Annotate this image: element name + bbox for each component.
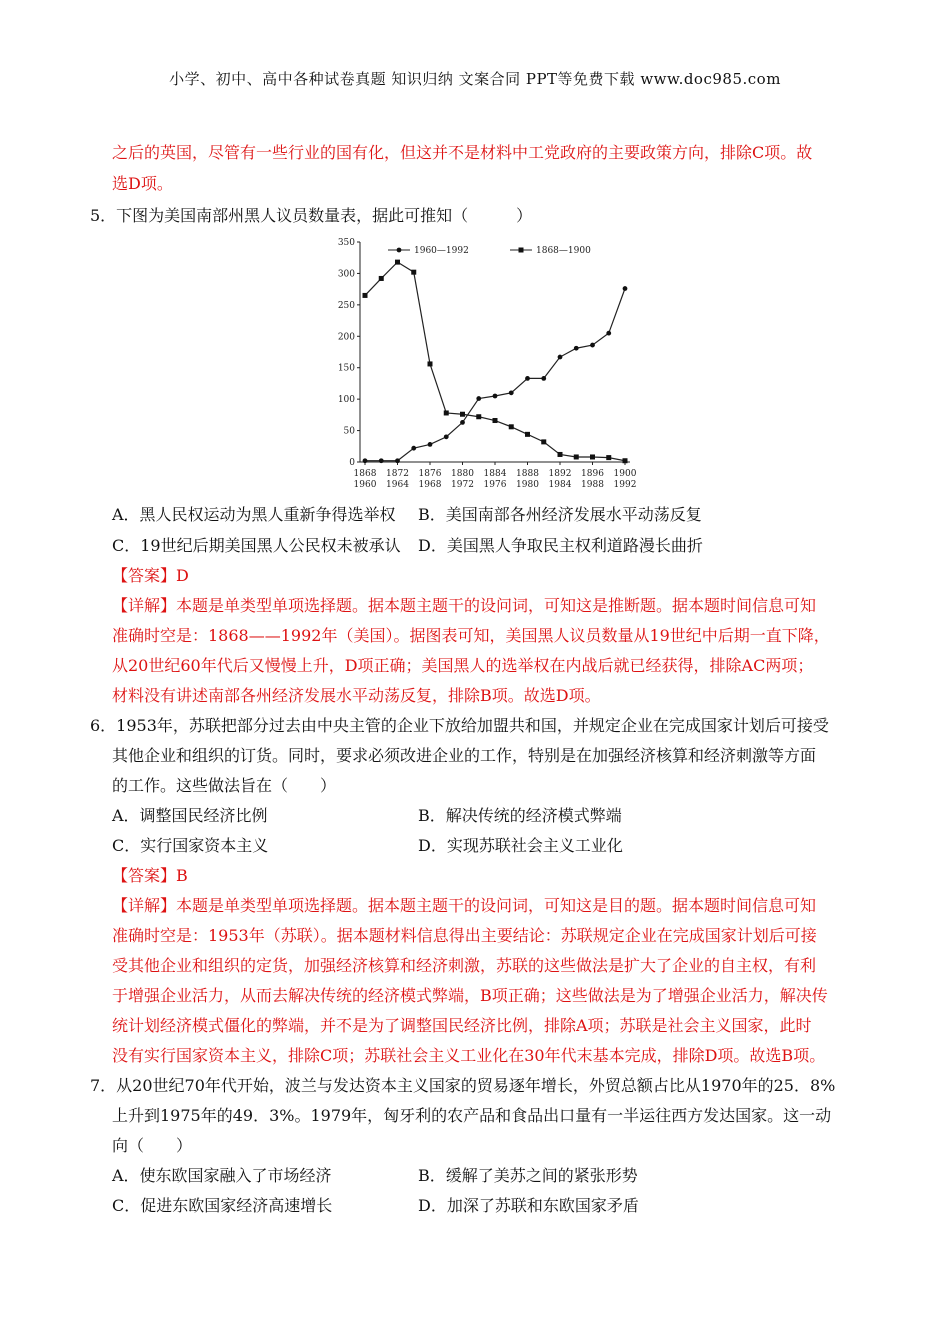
q6-detail-line: 【详解】本题是单类型单项选择题。据本题主题干的设问词，可知这是目的题。据本题时间信息可知	[112, 896, 817, 915]
data-point	[558, 452, 563, 457]
q7-stem-line: 向（ ）	[112, 1136, 193, 1155]
x-tick-label-bottom: 1972	[451, 480, 474, 490]
y-tick-label: 150	[337, 363, 355, 374]
data-point	[460, 420, 465, 425]
series-line-1	[365, 289, 625, 461]
x-tick-label-top: 1876	[418, 469, 442, 479]
chart-axes	[338, 238, 637, 490]
x-tick-label-bottom: 1980	[516, 480, 539, 490]
x-tick-label-bottom: 1964	[386, 480, 409, 490]
q6-answer: 【答案】B	[112, 866, 188, 885]
x-tick-label-bottom: 1988	[581, 480, 604, 490]
data-point	[525, 432, 530, 437]
data-point	[411, 270, 416, 275]
x-tick-label-top: 1872	[386, 469, 409, 479]
data-point	[379, 458, 384, 463]
x-tick-label-top: 1896	[581, 469, 604, 479]
data-point	[395, 260, 400, 265]
series-line-2	[365, 262, 625, 461]
data-point	[525, 376, 530, 381]
q7-option-d: D．加深了苏联和东欧国家矛盾	[418, 1196, 639, 1215]
data-point	[379, 276, 384, 281]
x-tick-label-top: 1888	[516, 469, 539, 479]
data-point	[411, 446, 416, 451]
data-point	[558, 355, 563, 360]
q6-detail-line: 于增强企业活力，从而去解决传统的经济模式弊端，B项正确；这些做法是为了增强企业活力，解决传	[112, 986, 828, 1005]
q5-answer: 【答案】D	[112, 566, 189, 585]
q5-detail-line: 从20世纪60年代后又慢慢上升，D项正确；美国黑人的选举权在内战后就已经获得，排除AC两项；	[112, 656, 814, 675]
q6-stem-line: 其他企业和组织的订货。同时，要求必须改进企业的工作，特别是在加强经济核算和经济刺激等方面	[112, 746, 817, 765]
q6-option-a: A．调整国民经济比例	[112, 806, 268, 825]
data-point	[363, 458, 368, 463]
x-tick-label-bottom: 1960	[353, 480, 377, 490]
q6-option-b: B．解决传统的经济模式弊端	[418, 806, 622, 825]
x-tick-label-bottom: 1976	[483, 480, 507, 490]
chart-legend	[388, 246, 591, 256]
q7-stem-line: 上升到1975年的49．3%。1979年，匈牙利的农产品和食品出口量有一半运往西方发达国家。这一动	[112, 1106, 832, 1125]
legend-label: 1960—1992	[414, 246, 469, 256]
data-point	[541, 439, 546, 444]
q4-detail-line-2: 选D项。	[112, 174, 173, 193]
page-header: 小学、初中、高中各种试卷真题 知识归纳 文案合同 PPT等免费下载 www.doc985.com	[169, 70, 781, 88]
q7-option-c: C．促进东欧国家经济高速增长	[112, 1196, 333, 1215]
x-tick-label-top: 1900	[613, 469, 637, 479]
line-chart	[330, 232, 650, 494]
data-point	[428, 442, 433, 447]
x-tick-label-top: 1892	[548, 469, 572, 479]
data-point	[541, 376, 546, 381]
data-point	[623, 458, 628, 463]
q5-option-a: A．黑人民权运动为黑人重新争得选举权	[112, 505, 396, 524]
data-point	[606, 455, 611, 460]
y-tick-label: 50	[343, 426, 355, 437]
q5-option-d: D．美国黑人争取民主权利道路漫长曲折	[418, 536, 703, 555]
data-point	[476, 396, 481, 401]
data-point	[363, 293, 368, 298]
q7-option-a: A．使东欧国家融入了市场经济	[112, 1166, 332, 1185]
legend-label: 1868—1900	[536, 246, 591, 256]
q6-option-d: D．实现苏联社会主义工业化	[418, 836, 623, 855]
data-point	[395, 458, 400, 463]
y-tick-label: 300	[337, 269, 355, 280]
x-tick-label-top: 1868	[353, 469, 377, 479]
data-point	[574, 454, 579, 459]
data-point	[623, 286, 628, 291]
data-point	[460, 412, 465, 417]
data-point	[444, 410, 449, 415]
q5-stem: 5．下图为美国南部州黑人议员数量表，据此可推知（ ）	[90, 206, 533, 225]
q7-option-b: B．缓解了美苏之间的紧张形势	[418, 1166, 638, 1185]
y-tick-label: 0	[349, 458, 355, 468]
y-tick-label: 100	[337, 395, 355, 406]
q5-detail-line: 准确时空是：1868——1992年（美国）。据图表可知，美国黑人议员数量从19世纪中后期一直下降，	[112, 626, 830, 645]
data-point	[493, 418, 498, 423]
data-point	[493, 394, 498, 399]
q5-option-c: C．19世纪后期美国黑人公民权未被承认	[112, 536, 401, 555]
y-tick-label: 350	[337, 238, 355, 248]
q6-detail-line: 没有实行国家资本主义，排除C项；苏联社会主义工业化在30年代末基本完成，排除D项。故选B项。	[112, 1046, 826, 1065]
q5-option-b: B．美国南部各州经济发展水平动荡反复	[418, 505, 702, 524]
data-point	[606, 331, 611, 336]
x-tick-label-bottom: 1984	[548, 480, 572, 490]
data-point	[444, 434, 449, 439]
data-point	[476, 414, 481, 419]
legend-marker-circle	[397, 248, 402, 253]
x-tick-label-bottom: 1992	[613, 480, 637, 490]
q6-detail-line: 统计划经济模式僵化的弊端，并不是为了调整国民经济比例，排除A项；苏联是社会主义国家，此时	[112, 1016, 812, 1035]
data-point	[509, 424, 514, 429]
chart-plot	[363, 260, 628, 464]
y-tick-label: 200	[337, 332, 355, 343]
data-point	[590, 454, 595, 459]
x-tick-label-top: 1880	[451, 469, 474, 479]
q6-detail-line: 准确时空是：1953年（苏联）。据本题材料信息得出主要结论：苏联规定企业在完成国家计划后可接	[112, 926, 817, 945]
legend-marker-square	[519, 248, 524, 253]
data-point	[428, 361, 433, 366]
q5-detail-line: 材料没有讲述南部各州经济发展水平动荡反复，排除B项。故选D项。	[112, 686, 601, 705]
q4-detail-line-1: 之后的英国，尽管有一些行业的国有化，但这并不是材料中工党政府的主要政策方向，排除C项。故	[112, 143, 813, 162]
q6-stem-line: 的工作。这些做法旨在（ ）	[112, 776, 337, 795]
x-tick-label-bottom: 1968	[418, 480, 442, 490]
data-point	[509, 390, 514, 395]
q6-detail-line: 受其他企业和组织的定货，加强经济核算和经济刺激，苏联的这些做法是扩大了企业的自主权，有利	[112, 956, 817, 975]
q6-stem-line: 6．1953年，苏联把部分过去由中央主管的企业下放给加盟共和国，并规定企业在完成国家计划后可接受	[90, 716, 829, 735]
data-point	[574, 346, 579, 351]
q5-detail-line: 【详解】本题是单类型单项选择题。据本题主题干的设问词，可知这是推断题。据本题时间信息可知	[112, 596, 817, 615]
y-tick-label: 250	[337, 300, 355, 311]
data-point	[590, 343, 595, 348]
x-tick-label-top: 1884	[483, 469, 507, 479]
q7-stem-line: 7．从20世纪70年代开始，波兰与发达资本主义国家的贸易逐年增长，外贸总额占比从1970年的25．8%	[90, 1076, 836, 1095]
q6-option-c: C．实行国家资本主义	[112, 836, 269, 855]
